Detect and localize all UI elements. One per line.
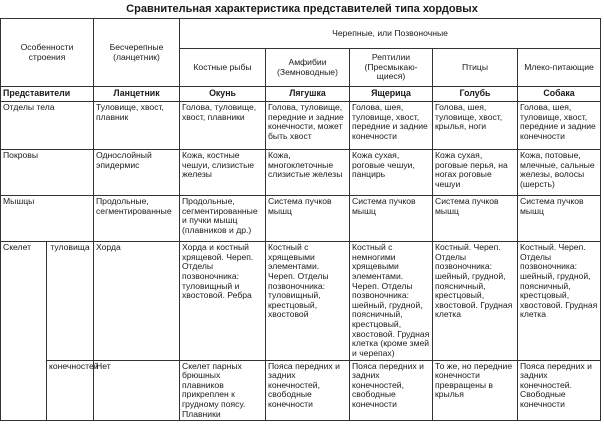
row-label-skeleton: Скелет [1,242,47,421]
cell-limbs-mammal: Пояса передних и задних конечностей. Свободные конечности [518,360,601,421]
cell-integument-reptile: Кожа сухая, роговые чешуи, панцирь [350,150,433,196]
cell-trunk-reptile: Костный с немногими хрящевыми элементами. Череп. Отделы позвоночника: шейный, грудной, поясничный, крестцовый, хвостовой. Грудная клетка (кроме змей и черепах) [350,242,433,361]
cell-limbs-reptile: Пояса передних и задних конечностей, свободные конечности [350,360,433,421]
cell-body-lancelet: Туловище, хвост, плавник [94,102,180,150]
cell-muscles-reptile: Система пучков мышц [350,196,433,242]
row-label-representatives: Представители [1,87,94,102]
header-features: Особенности строения [1,19,94,87]
row-sublabel-trunk: туловища [47,242,94,361]
row-body-sections [1,102,601,150]
cell-body-bird: Голова, шея, туловище, хвост, крылья, ноги [433,102,518,150]
cell-integument-fish: Кожа, костные чешуи, слизистые железы [180,150,266,196]
cell-body-amphibian: Голова, туловище, передние и задние конечности, может быть хвост [266,102,350,150]
row-representatives [1,87,601,102]
row-integument [1,150,601,196]
cell-body-reptile: Голова, шея, туловище, хвост, передние и задние конечности [350,102,433,150]
rep-bird: Голубь [433,87,518,102]
row-label-body-sections: Отделы тела [1,102,94,150]
cell-integument-bird: Кожа сухая, роговые перья, на ногах роговые чешуи [433,150,518,196]
cell-trunk-amphibian: Костный с хрящевыми элементами. Череп. Отделы позвоночника: туловищный, крестцовый, хвостовой [266,242,350,361]
header-class-amphibians: Амфибии (Земноводные) [266,49,350,87]
cell-integument-mammal: Кожа, потовые, млечные, сальные железы, волосы (шерсть) [518,150,601,196]
header-row-top [1,19,601,49]
comparison-table [0,18,601,421]
cell-body-mammal: Голова, шея, туловище, хвост, передние и задние конечности [518,102,601,150]
cell-muscles-mammal: Система пучков мышц [518,196,601,242]
header-class-reptiles: Рептилии (Пресмыкаю-щиеся) [350,49,433,87]
row-sublabel-limbs: конечностей [47,360,94,421]
header-class-birds: Птицы [433,49,518,87]
cell-trunk-bird: Костный. Череп. Отделы позвоночника: шейный, грудной, поясничный, крестцовый, хвостовой. Грудная клетка [433,242,518,361]
page-title: Сравнительная характеристика представителей типа хордовых [126,3,478,15]
rep-amphibian: Лягушка [266,87,350,102]
cell-muscles-bird: Система пучков мышц [433,196,518,242]
cell-integument-lancelet: Однослойный эпидермис [94,150,180,196]
cell-muscles-fish: Продольные, сегментированные и пучки мышц (плавников и др.) [180,196,266,242]
cell-limbs-lancelet: Нет [94,360,180,421]
rep-reptile: Ящерица [350,87,433,102]
header-class-fish: Костные рыбы [180,49,266,87]
cell-integument-amphibian: Кожа, многоклеточные слизистые железы [266,150,350,196]
cell-trunk-fish: Хорда и костный хрящевой. Череп. Отделы позвоночника: туловищный и хвостовой. Ребра [180,242,266,361]
rep-fish: Окунь [180,87,266,102]
row-label-integument: Покровы [1,150,94,196]
header-vertebrates: Черепные, или Позвоночные [180,19,601,49]
cell-limbs-fish: Скелет парных брюшных плавников прикреплен к грудному поясу. Плавники [180,360,266,421]
cell-muscles-lancelet: Продольные, сегментированные [94,196,180,242]
cell-muscles-amphibian: Система пучков мышц [266,196,350,242]
rep-lancelet: Ланцетник [94,87,180,102]
rep-mammal: Собака [518,87,601,102]
row-muscles [1,196,601,242]
cell-body-fish: Голова, туловище, хвост, плавники [180,102,266,150]
row-label-muscles: Мышцы [1,196,94,242]
cell-limbs-amphibian: Пояса передних и задних конечностей, свободные конечности [266,360,350,421]
cell-trunk-mammal: Костный. Череп. Отделы позвоночника: шейный, грудной, поясничный, крестцовый, хвостовой. Грудная клетка [518,242,601,361]
row-skeleton-trunk [1,242,601,361]
header-lancelet: Бесчерепные (ланцетник) [94,19,180,87]
cell-limbs-bird: То же, но передние конечности превращены в крылья [433,360,518,421]
cell-trunk-lancelet: Хорда [94,242,180,361]
header-class-mammals: Млеко-питающие [518,49,601,87]
row-skeleton-limbs [1,360,601,421]
